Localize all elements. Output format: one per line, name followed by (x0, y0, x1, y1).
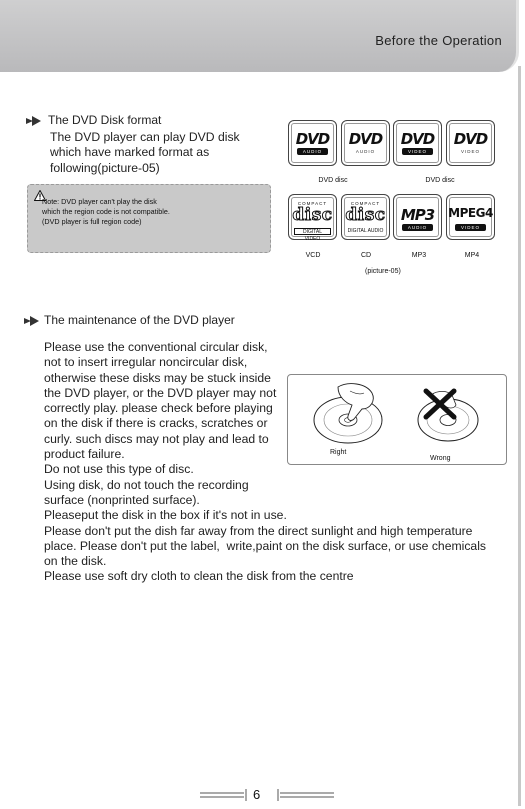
cd-logo (341, 194, 390, 240)
disc-handling-drawing (288, 375, 508, 466)
dvd-video-logo (393, 120, 442, 166)
dvd-audio-plain-logo (341, 120, 390, 166)
logo-sub-text: DIGITAL AUDIO (347, 228, 384, 234)
vcd-logo (288, 194, 337, 240)
arrow-bullet-icon (26, 116, 42, 126)
logo-bar: AUDIO (297, 148, 328, 155)
arrow-bullet-icon (24, 316, 40, 326)
text-line: The DVD player can play DVD disk (50, 130, 240, 144)
text-line: curly. such discs may not play and lead to (44, 431, 269, 446)
logo-text: MPEG4 (448, 206, 493, 220)
section-title-maintenance: The maintenance of the DVD player (44, 313, 235, 327)
logo-disc-word: disc (345, 205, 386, 225)
note-line: (DVD player is full region code) (42, 217, 142, 226)
text-line: Please use soft dry cloth to clean the disk from the centre (44, 569, 354, 584)
logo-text: DVD (453, 130, 488, 148)
text-line: product failure. (44, 447, 125, 462)
disc-handling-illustration (287, 374, 507, 465)
wrong-label: Wrong (430, 455, 451, 462)
text-line: Please use the conventional circular disk, (44, 340, 268, 354)
text-line: otherwise these disks may be stuck inside (44, 370, 271, 385)
mp3-logo (393, 194, 442, 240)
page-edge-rail (518, 66, 521, 806)
caption-dvd-disc-right: DVD disc (425, 177, 455, 184)
text-line: following(picture-05) (50, 160, 160, 175)
text-line: Pleaseput the disk in the box if it's not in use. (44, 508, 287, 523)
text-line: which have marked format as (50, 145, 210, 160)
text-line: Do not use this type of disc. (44, 462, 194, 477)
text-line: place. Please don't put the label, write,paint on the disk surface, or use chemicals (44, 538, 486, 553)
dvd-audio-logo (288, 120, 337, 166)
header-title: Before the Operation (375, 33, 502, 48)
text-line: correctly play. please check before playing (44, 401, 273, 416)
page-number: 6 (253, 787, 261, 802)
footer-rule-decoration (200, 789, 336, 803)
logo-bar: AUDIO (402, 224, 433, 231)
text-line: on the disk if there is cracks, scratches or (44, 416, 268, 431)
logo-sub-text: DIGITAL VIDEO (294, 228, 331, 235)
caption-cd: CD (360, 252, 372, 259)
section-title-disk-format: The DVD Disk format (48, 113, 162, 127)
logo-text: DVD (400, 130, 435, 148)
note-line: Note: DVD player can't play the disk (42, 197, 157, 206)
logo-text: MP3 (400, 206, 435, 224)
note-line: which the region code is not compatible. (42, 207, 170, 216)
logo-compact-text: COMPACT (350, 201, 381, 206)
region-note-box (27, 184, 271, 253)
dvd-video-plain-logo (446, 120, 495, 166)
page-header (0, 0, 519, 72)
text-line: Using disk, do not touch the recording (44, 477, 249, 492)
text-line: surface (nonprinted surface). (44, 492, 200, 507)
text-line: not to insert irregular noncircular disk, (44, 355, 248, 370)
logo-bar: AUDIO (355, 149, 376, 154)
caption-mp4: MP4 (464, 252, 480, 259)
logo-text: DVD (348, 130, 383, 148)
logo-bar: VIDEO (455, 224, 486, 231)
text-line: on the disk. (44, 554, 107, 569)
logo-compact-text: COMPACT (297, 201, 328, 206)
caption-dvd-disc-left: DVD disc (318, 177, 348, 184)
text-line: Please don't put the dish far away from the direct sunlight and high temperature (44, 523, 473, 538)
logo-bar: VIDEO (402, 148, 433, 155)
right-label: Right (330, 449, 347, 456)
picture-caption: (picture-05) (365, 268, 401, 275)
caption-vcd: VCD (305, 252, 321, 259)
disk-format-text (50, 130, 240, 176)
caption-mp3: MP3 (411, 252, 427, 259)
text-line: the DVD player, or the DVD player may not (44, 385, 277, 400)
logo-text: DVD (295, 130, 330, 148)
mpeg4-logo (446, 194, 495, 240)
region-note-text (42, 197, 170, 227)
logo-bar: VIDEO (460, 149, 480, 154)
incorrect-handling-disc-icon (418, 391, 478, 441)
logo-disc-word: disc (292, 205, 333, 225)
correct-handling-disc-icon (314, 384, 382, 443)
